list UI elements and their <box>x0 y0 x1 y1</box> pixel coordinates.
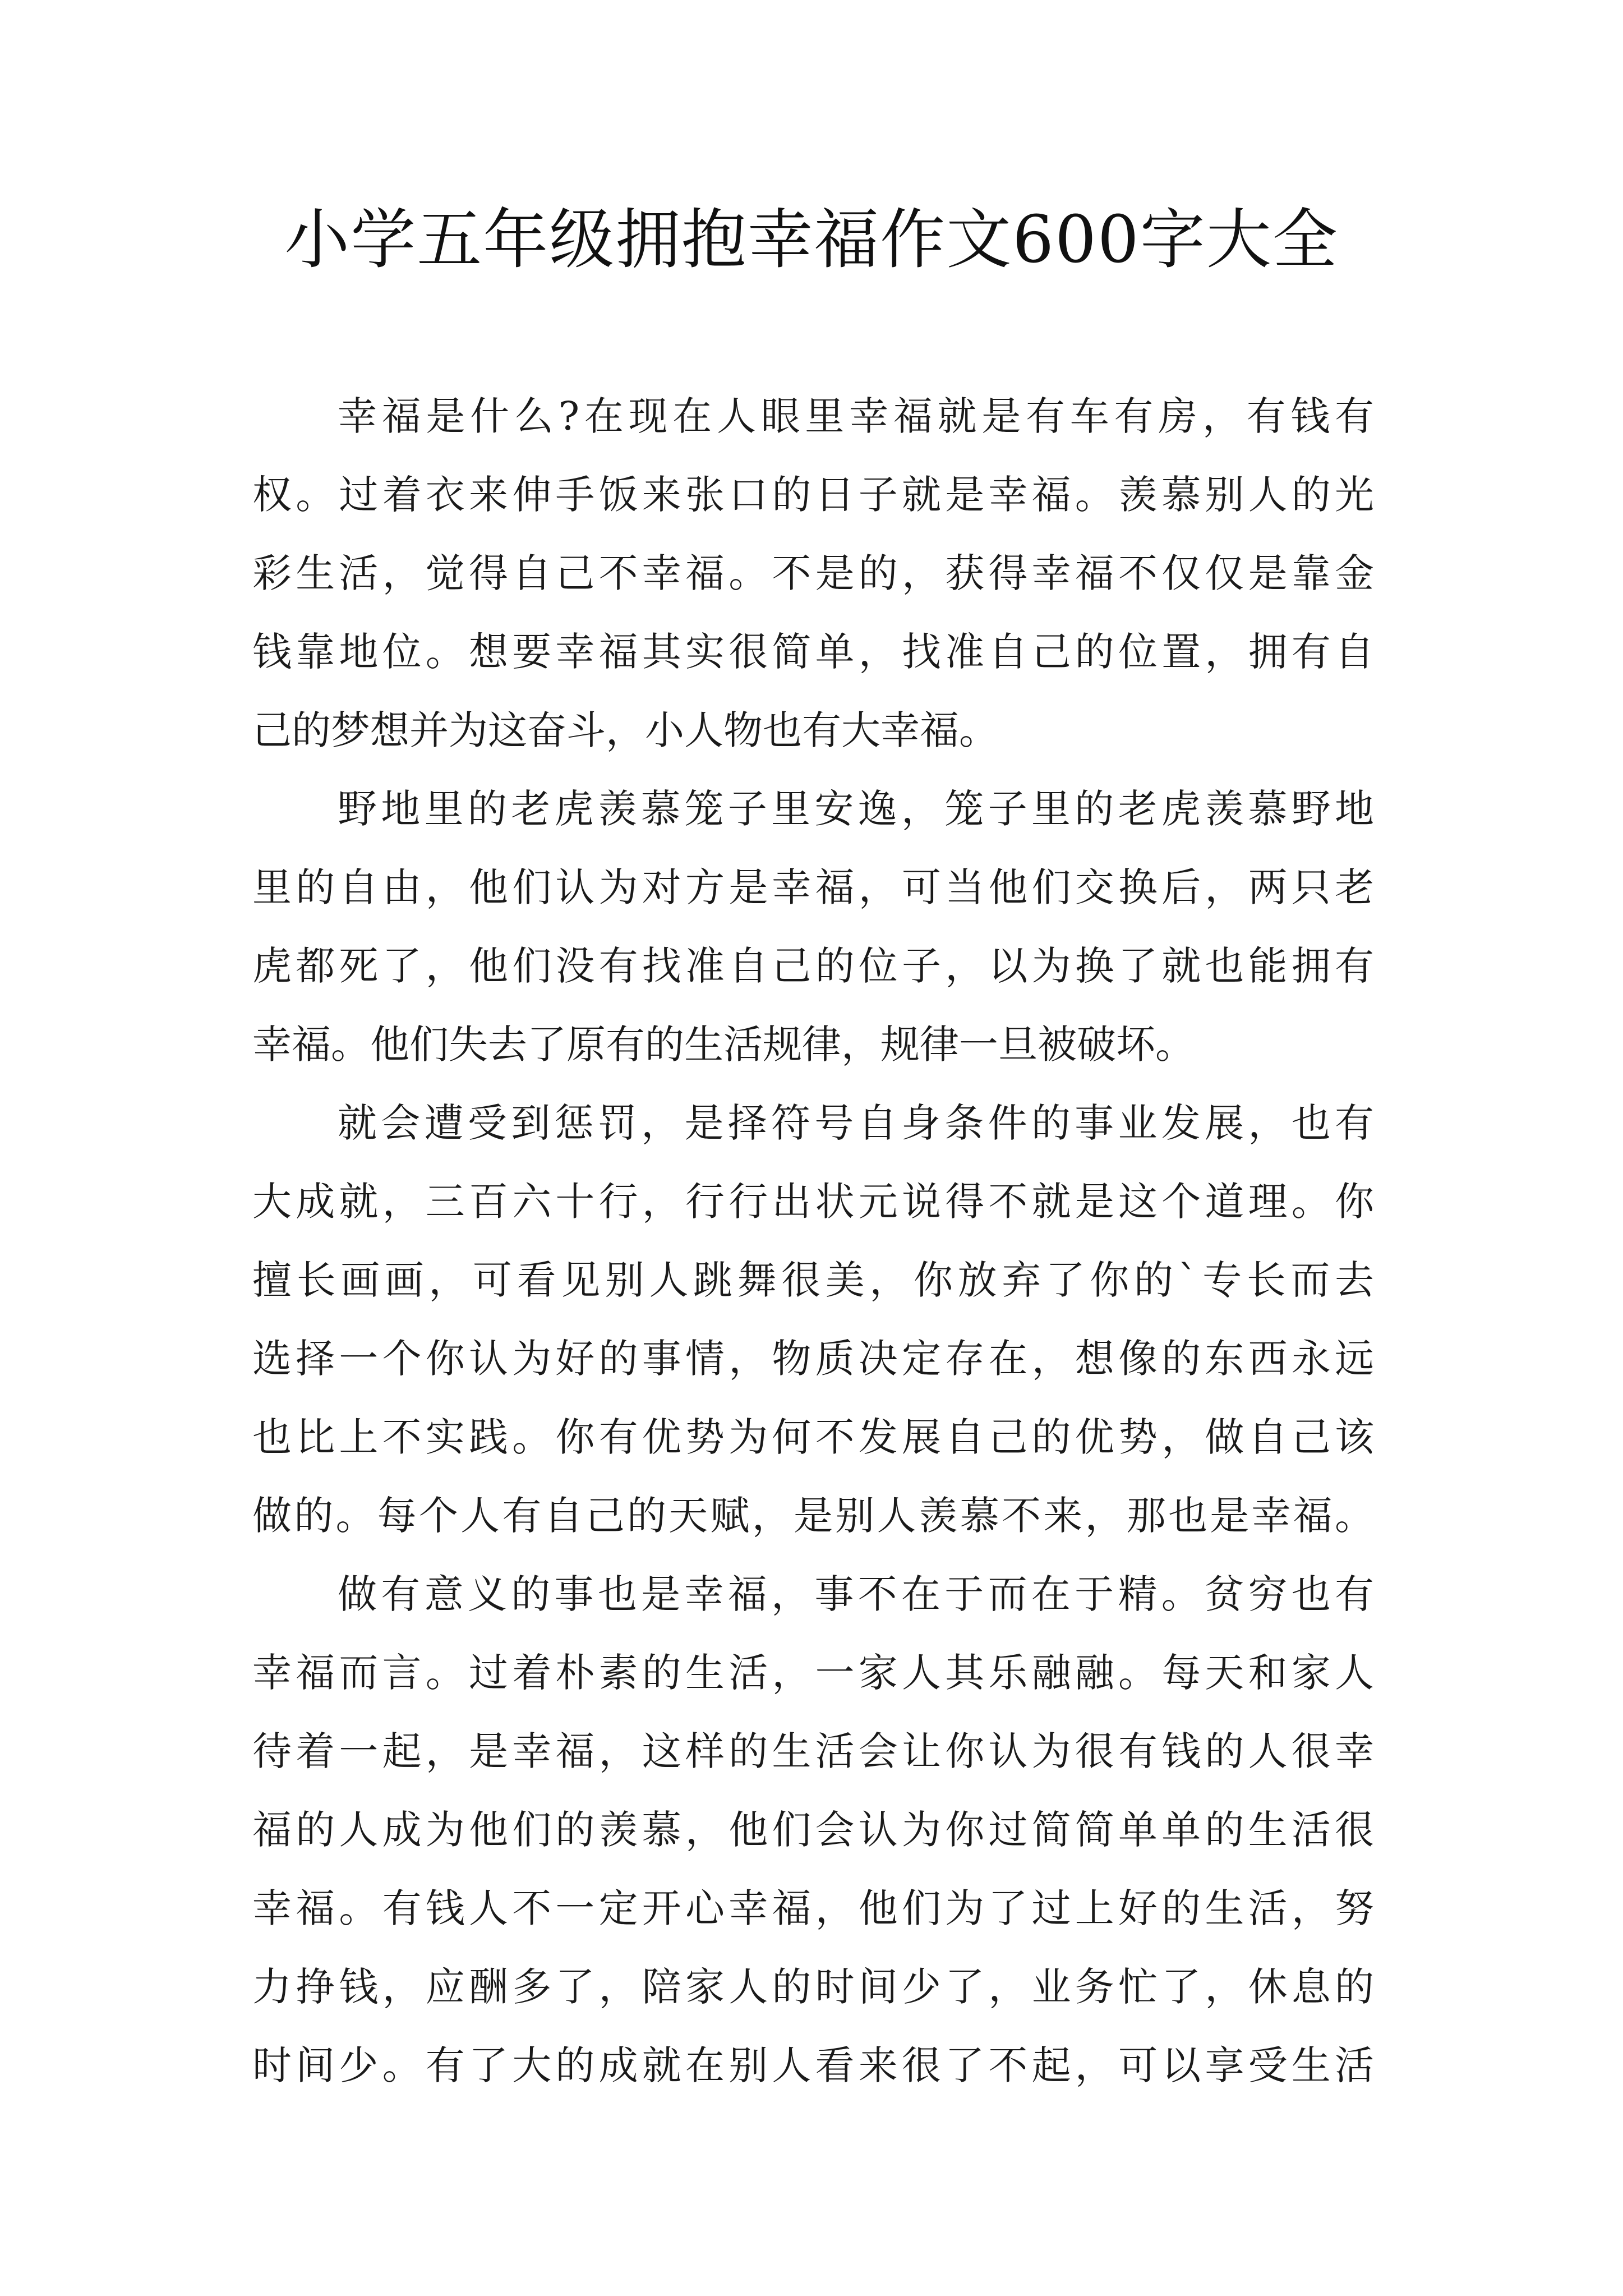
text-line: 彩生活，觉得自己不幸福。不是的，获得幸福不仅仅是靠金 <box>252 550 1374 596</box>
text-line: 做的。每个人有自己的天赋，是别人羡慕不来，那也是幸福。 <box>252 1493 1374 1539</box>
text-line: 就会遭受到惩罚，是择符号自身条件的事业发展，也有 <box>338 1100 1374 1146</box>
document-body <box>252 377 1374 2105</box>
paragraph-1 <box>252 377 1374 770</box>
paragraph-2 <box>252 770 1374 1084</box>
text-line: 大成就，三百六十行，行行出状元说得不就是这个道理。你 <box>252 1179 1374 1225</box>
text-line: 擅长画画，可看见别人跳舞很美，你放弃了你的`专长而去 <box>252 1257 1374 1303</box>
paragraph-3 <box>252 1084 1374 1555</box>
text-line: 钱靠地位。想要幸福其实很简单，找准自己的位置，拥有自 <box>252 629 1374 675</box>
text-line: 时间少。有了大的成就在别人看来很了不起，可以享受生活 <box>252 2042 1374 2088</box>
text-line: 野地里的老虎羡慕笼子里安逸，笼子里的老虎羡慕野地 <box>338 786 1374 832</box>
text-line: 也比上不实践。你有优势为何不发展自己的优势，做自己该 <box>252 1414 1374 1460</box>
text-line: 里的自由，他们认为对方是幸福，可当他们交换后，两只老 <box>252 864 1374 910</box>
text-line: 选择一个你认为好的事情，物质决定存在，想像的东西永远 <box>252 1336 1374 1382</box>
text-line: 力挣钱，应酬多了，陪家人的时间少了，业务忙了，休息的 <box>252 1964 1374 2010</box>
text-line: 己的梦想并为这奋斗，小人物也有大幸福。 <box>252 707 998 753</box>
text-line: 做有意义的事也是幸福，事不在于而在于精。贫穷也有 <box>338 1571 1374 1617</box>
text-line: 幸福。他们失去了原有的生活规律，规律一旦被破坏。 <box>252 1022 1195 1068</box>
text-line: 权。过着衣来伸手饭来张口的日子就是幸福。羡慕别人的光 <box>252 472 1374 518</box>
paragraph-4 <box>252 1555 1374 2105</box>
text-line: 待着一起，是幸福，这样的生活会让你认为很有钱的人很幸 <box>252 1728 1374 1774</box>
text-line: 虎都死了，他们没有找准自己的位子，以为换了就也能拥有 <box>252 943 1374 989</box>
text-line: 幸福而言。过着朴素的生活，一家人其乐融融。每天和家人 <box>252 1650 1374 1696</box>
text-line: 幸福。有钱人不一定开心幸福，他们为了过上好的生活，努 <box>252 1885 1374 1931</box>
text-line: 幸福是什么?在现在人眼里幸福就是有车有房，有钱有 <box>338 393 1374 439</box>
document-title: 小学五年级拥抱幸福作文600字大全 <box>284 202 1339 278</box>
text-line: 福的人成为他们的羡慕，他们会认为你过简简单单的生活很 <box>252 1807 1374 1853</box>
